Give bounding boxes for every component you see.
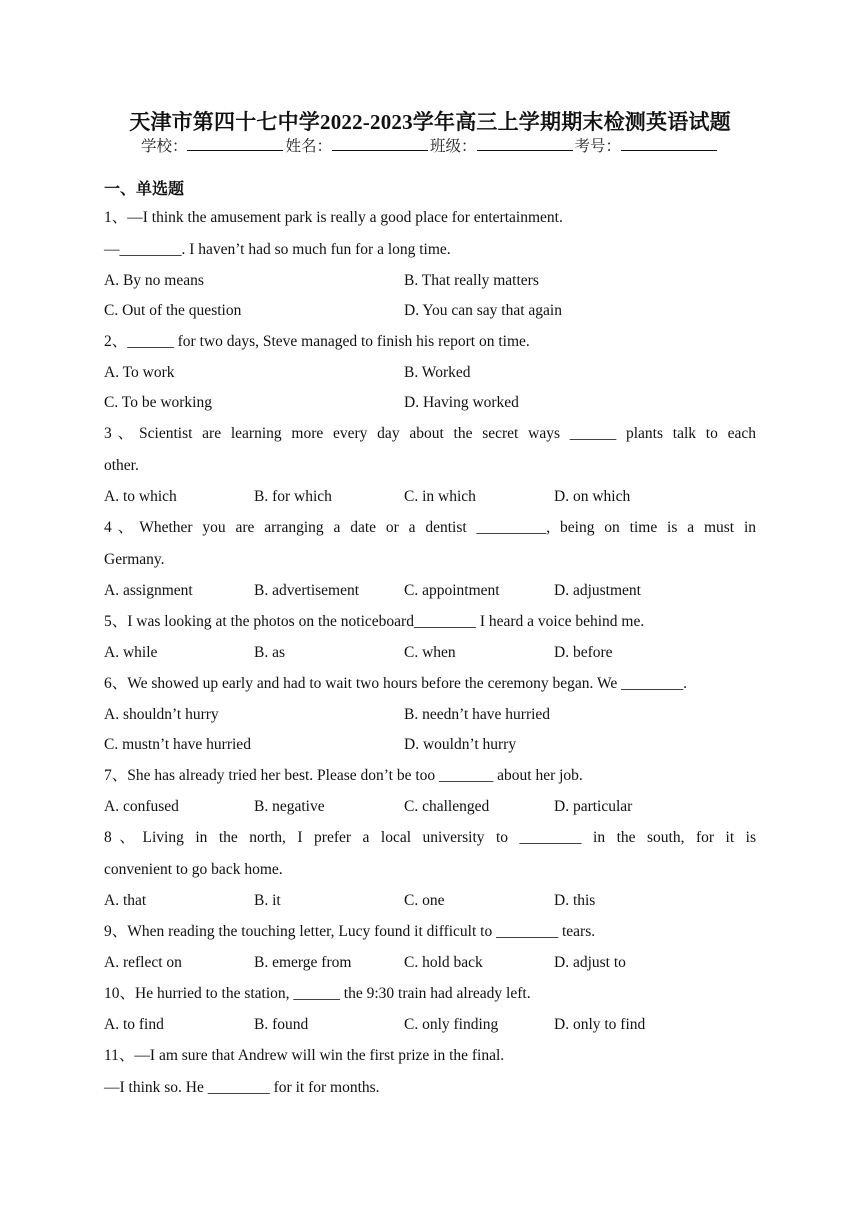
question-stem: 3、Scientist are learning more every day about the secret ways ______ plants talk to each — [104, 425, 756, 442]
question-3 — [104, 418, 756, 512]
option-a[interactable]: A. reflect on — [104, 954, 182, 971]
question-9 — [104, 916, 756, 978]
option-d[interactable]: D. on which — [554, 488, 631, 505]
question-stem-continued: convenient to go back home. — [104, 861, 283, 878]
option-c[interactable]: C. hold back — [404, 954, 483, 971]
question-stem: 4、Whether you are arranging a date or a dentist _________, being on time is a must in — [104, 519, 756, 536]
question-8 — [104, 822, 756, 916]
options-row — [104, 792, 756, 822]
options-row — [104, 730, 756, 760]
option-b[interactable]: B. That really matters — [404, 272, 539, 289]
option-a[interactable]: A. To work — [104, 364, 175, 381]
question-stem: 1、—I think the amusement park is really a good place for entertainment. — [104, 209, 563, 226]
section-title: 一、单选题 — [104, 181, 185, 198]
option-c[interactable]: C. mustn’t have hurried — [104, 736, 251, 753]
option-c[interactable]: C. in which — [404, 488, 476, 505]
options-row — [104, 482, 756, 512]
question-10 — [104, 978, 756, 1040]
options-row — [104, 296, 756, 326]
question-stem: 7、She has already tried her best. Please don’t be too _______ about her job. — [104, 767, 583, 784]
option-b[interactable]: B. Worked — [404, 364, 471, 381]
options-row — [104, 388, 756, 418]
class-blank[interactable] — [477, 138, 573, 151]
option-a[interactable]: A. that — [104, 892, 147, 909]
option-c[interactable]: C. challenged — [404, 798, 490, 815]
question-stem: 10、He hurried to the station, ______ the 9:30 train had already left. — [104, 985, 531, 1002]
class-label: 班级： — [430, 138, 477, 155]
question-stem-continued: —I think so. He ________ for it for months. — [104, 1079, 380, 1096]
name-blank[interactable] — [332, 138, 428, 151]
page-title: 天津市第四十七中学2022-2023学年高三上学期期末检测英语试题 — [129, 110, 731, 134]
option-d[interactable]: D. adjust to — [554, 954, 626, 971]
option-a[interactable]: A. confused — [104, 798, 179, 815]
options-row — [104, 886, 756, 916]
options-row — [104, 700, 756, 730]
question-stem-continued: other. — [104, 457, 139, 474]
option-b[interactable]: B. it — [254, 892, 281, 909]
option-b[interactable]: B. found — [254, 1016, 309, 1033]
options-row — [104, 948, 756, 978]
question-list — [104, 176, 756, 1104]
option-d[interactable]: D. before — [554, 644, 613, 661]
question-stem: 9、When reading the touching letter, Lucy found it difficult to ________ tears. — [104, 923, 596, 940]
question-stem: 5、I was looking at the photos on the noticeboard________ I heard a voice behind me. — [104, 613, 645, 630]
option-d[interactable]: D. wouldn’t hurry — [404, 736, 517, 753]
question-2 — [104, 326, 756, 418]
options-row — [104, 358, 756, 388]
option-c[interactable]: C. Out of the question — [104, 302, 242, 319]
option-b[interactable]: B. advertisement — [254, 582, 360, 599]
option-c[interactable]: C. when — [404, 644, 456, 661]
option-b[interactable]: B. for which — [254, 488, 332, 505]
option-a[interactable]: A. By no means — [104, 272, 204, 289]
option-a[interactable]: A. to which — [104, 488, 177, 505]
student-info-line — [0, 134, 860, 156]
option-c[interactable]: C. one — [404, 892, 445, 909]
question-5 — [104, 606, 756, 668]
school-blank[interactable] — [187, 138, 283, 151]
question-stem: 11、—I am sure that Andrew will win the first prize in the final. — [104, 1047, 505, 1064]
question-11 — [104, 1040, 756, 1104]
option-a[interactable]: A. to find — [104, 1016, 164, 1033]
option-d[interactable]: D. particular — [554, 798, 633, 815]
option-d[interactable]: D. only to find — [554, 1016, 646, 1033]
option-c[interactable]: C. appointment — [404, 582, 500, 599]
option-a[interactable]: A. assignment — [104, 582, 193, 599]
question-stem-continued: —________. I haven’t had so much fun for a long time. — [104, 241, 451, 258]
question-stem: 8、Living in the north, I prefer a local university to ________ in the south, for it is — [104, 829, 756, 846]
option-c[interactable]: C. To be working — [104, 394, 212, 411]
option-d[interactable]: D. adjustment — [554, 582, 641, 599]
options-row — [104, 576, 756, 606]
question-1 — [104, 202, 756, 326]
name-label: 姓名： — [285, 138, 332, 155]
options-row — [104, 638, 756, 668]
option-b[interactable]: B. needn’t have hurried — [404, 706, 551, 723]
question-6 — [104, 668, 756, 760]
option-b[interactable]: B. as — [254, 644, 285, 661]
option-d[interactable]: D. You can say that again — [404, 302, 562, 319]
option-b[interactable]: B. negative — [254, 798, 325, 815]
option-d[interactable]: D. Having worked — [404, 394, 519, 411]
options-row — [104, 1010, 756, 1040]
question-4 — [104, 512, 756, 606]
question-stem: 6、We showed up early and had to wait two hours before the ceremony began. We ________. — [104, 675, 688, 692]
question-7 — [104, 760, 756, 822]
exam-no-blank[interactable] — [621, 138, 717, 151]
option-b[interactable]: B. emerge from — [254, 954, 352, 971]
question-stem-continued: Germany. — [104, 551, 165, 568]
option-a[interactable]: A. while — [104, 644, 158, 661]
question-stem: 2、______ for two days, Steve managed to finish his report on time. — [104, 333, 530, 350]
option-c[interactable]: C. only finding — [404, 1016, 499, 1033]
exam-no-label: 考号： — [574, 138, 622, 155]
school-label: 学校： — [140, 138, 188, 155]
options-row — [104, 266, 756, 296]
option-a[interactable]: A. shouldn’t hurry — [104, 706, 219, 723]
option-d[interactable]: D. this — [554, 892, 596, 909]
